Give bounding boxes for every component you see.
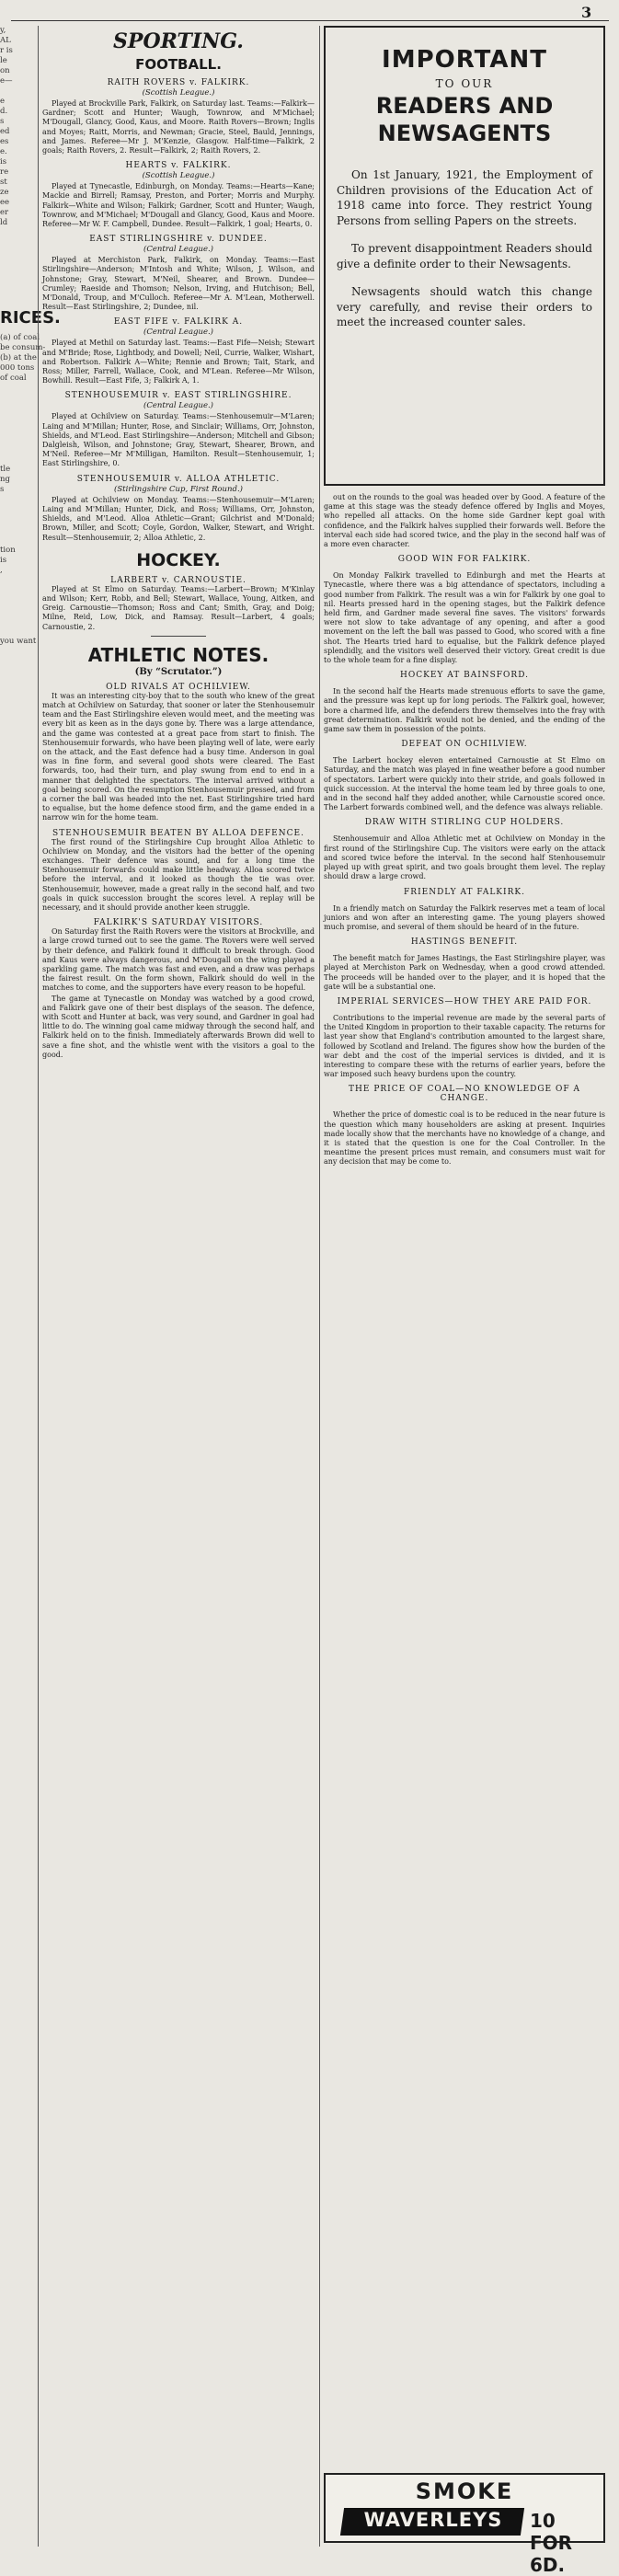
athletic-section-heading: OLD RIVALS AT OCHILVIEW.	[106, 682, 251, 692]
story-body	[324, 493, 605, 549]
notice-paragraph: To prevent disappointment Readers should give a definite order to their Newsagents.	[337, 242, 592, 270]
divider	[151, 636, 206, 637]
partial-column-line	[0, 606, 35, 616]
story-text: Stenhousemuir and Alloa Athletic met at Ochilview on Monday in the first round of the Stirlingshire Cup. The visitors were early on the attack and scored twice before the interval. In the second half Stenhousemuir played up with great spirit, and two goals brought them level. The replay should draw a large crowd.	[324, 834, 605, 881]
partial-column-line	[0, 238, 35, 248]
advert-smoke-text: SMOKE	[415, 2478, 514, 2504]
story-text: On Monday Falkirk travelled to Edinburgh and met the Hearts at Tynecastle, where there was a big attendance of spectators, including a good number from Falkirk. The result was a win for Falkirk by one goal to nil. Hearts pressed hard in the opening stages, but the Falkirk defence held firm, and Gardner made several fine saves. The visitors' forwards were not slow to take advantage of any opening, and after a good movement on the left the ball was passed to Good, who scored with a fine shot. The Hearts tried hard to equalise, but the Falkirk defence played splendidly, and the visitors well deserved their victory. Great credit is due to the whole team for a fine display.	[324, 571, 605, 665]
partial-column-line: le	[0, 56, 7, 65]
sporting-column	[42, 26, 315, 1061]
hockey-match-heading: LARBERT v. CARNOUSTIE.	[110, 575, 246, 585]
partial-column-line: st	[0, 178, 7, 187]
story-heading: HASTINGS BENEFIT.	[410, 937, 519, 948]
story-heading: HOCKEY AT BAINSFORD.	[400, 671, 529, 681]
athletic-section-text: The first round of the Stirlingshire Cup brought Alloa Athletic to Ochilview on Monday, and the visitors had the better of the opening exchanges. Their defence was sound, and for a long time the Stenhousemuir forwards could make little headway. Alloa scored twice before the interval, and it looked as though the tie was over. Stenhousemuir, however, made a great rally in the second half, and two goals in quick succession brought the scores level. A replay will be necessary, and it should provide another keen struggle.	[42, 837, 315, 912]
waverleys-advert	[324, 2473, 605, 2576]
story-body	[324, 1110, 605, 1167]
match-report	[42, 412, 315, 468]
story-body	[324, 756, 605, 812]
partial-column-lines	[0, 26, 35, 299]
match-report-text: Played at Tynecastle, Edinburgh, on Monday. Teams:—Hearts—Kane; Mackie and Birrell; Ramsay, Preston, and Porter; Morris and Murphy. Falkirk—White and Wilson; Falkirk; Gardner, Scott and Hunter; Waugh, Townrow, and M'Michael; M'Dougall and Glancy, Good, Kaus and Moore. Referee—Mr W. F. Campbell, Dundee. Result—Falkirk, 1 goal; Hearts, 0.	[42, 182, 315, 229]
story-text: In a friendly match on Saturday the Falkirk reserves met a team of local juniors and won after an interesting game. The young players showed much promise, and several of them should be heard of in the future.	[324, 903, 605, 931]
match-competition: (Scottish League.)	[142, 88, 215, 98]
partial-column-line	[0, 576, 35, 586]
top-rule	[11, 20, 609, 21]
partial-column-line	[0, 279, 35, 289]
partial-column-line	[0, 394, 35, 404]
notice-heading-important: IMPORTANT	[382, 46, 547, 74]
match-report-text: Played at Ochilview on Saturday. Teams:—Stenhousemuir—M'Laren; Laing and M'Millan; Hunter, Rose, and Sinclair; Williams, Orr, Johnston, Shields, and M'Leod. East Stirlingshire—Anderson; Mitchell and Gibson; Dalgleish, Wilson, and Johnstone; Gray, Stewart, Shearer, Brown, and M'Neil. Referee—Mr M'Milligan, Hamilton. Result—Stenhousemuir, 1; East Stirlingshire, 0.	[42, 412, 315, 468]
story-text: In the second half the Hearts made strenuous efforts to save the game, and the pressure was kept up for long periods. The Falkirk goal, however, bore a charmed life, and the defenders threw themselves into the fray with great determination. Falkirk would not be denied, and the ending of the game saw them in possession of the points.	[324, 687, 605, 734]
partial-column-line: ,	[0, 566, 3, 575]
partial-column-line	[0, 289, 35, 299]
partial-column-line	[0, 454, 35, 465]
newsagents-notice	[324, 26, 605, 486]
story-heading: GOOD WIN FOR FALKIRK.	[397, 555, 532, 565]
match-report-text: Played at Merchiston Park, Falkirk, on Monday. Teams:—East Stirlingshire—Anderson; M'Intosh and White; Wilson, J. Wilson, and Johnstone; Gray, Stewart, M'Neil, Shearer, and Brown. Dundee—Crumley; Raeside and Thomson; Nelson, Irving, and Hutchison; Bell, M'Donald, Troup, and M'Culloch. Referee—Mr A. M'Lean, Motherwell. Result—East Stirlingshire, 2; Dundee, nil.	[42, 256, 315, 312]
partial-column-line: tle	[0, 465, 11, 474]
match-competition: (Central League.)	[143, 245, 213, 255]
hockey-title: HOCKEY.	[136, 549, 221, 570]
story-body	[324, 1014, 605, 1079]
notice-heading-readers: READERS AND	[375, 93, 554, 119]
partial-column-line	[0, 269, 35, 279]
athletic-notes-title: ATHLETIC NOTES.	[87, 643, 269, 666]
partial-column-line: AL	[0, 36, 11, 45]
match-heading: HEARTS v. FALKIRK.	[125, 161, 232, 171]
story-body	[324, 571, 605, 665]
partial-column-line: ed	[0, 127, 10, 136]
story-text: Contributions to the imperial revenue are made by the several parts of the United Kingdom in proportion to their taxable capacity. The returns for last year show that England's contribution amounted to the largest share, followed by Scotland and Ireland. The figures show how the burden of the war debt and the cost of the imperial services is divided, and it is interesting to compare these with the returns of earlier years, before the war imposed such heavy burdens upon the country.	[324, 1013, 605, 1079]
right-column	[324, 26, 605, 1168]
partial-column-line: es	[0, 137, 9, 146]
notice-heading-newsagents: NEWSAGENTS	[377, 121, 552, 146]
partial-column-line: re	[0, 167, 9, 177]
partial-column-line: be consum-	[0, 343, 46, 352]
notice-heading-to-our: TO OUR	[435, 77, 494, 90]
partial-column-line: s	[0, 117, 5, 126]
partial-column-line	[0, 259, 35, 269]
partial-column-line	[0, 525, 35, 535]
story-text: The Larbert hockey eleven entertained Carnoustie at St Elmo on Saturday, and the match was played in fine weather before a good number of spectators. Larbert were quickly into their stride, and goals followed in quick succession. At the interval the home team led by three goals to one, and in the second half they added another, while Carnoustie scored once. The Larbert forwards combined well, and the defence was always reliable.	[324, 756, 605, 812]
advert-brand-name: WAVERLEYS	[363, 2509, 503, 2531]
sporting-title: SPORTING.	[113, 29, 244, 53]
match-report-text: Played at Methil on Saturday last. Teams:—East Fife—Neish; Stewart and M'Bride; Rose, Lightbody, and Dowell; Neil, Currie, Walker, Wishart, and Robertson. Falkirk A—White; Rennie and Brown; Tait, Stark, and Ross; Miller, Farrell, Wallace, Cook, and M'Lean. Referee—Mr Wilson, Bowhill. Result—East Fife, 3; Falkirk A, 1.	[42, 339, 315, 385]
partial-column-line: is	[0, 556, 7, 565]
partial-column-line	[0, 384, 35, 394]
athletic-notes-byline: (By “Scrutator.”)	[134, 666, 223, 677]
football-title: FOOTBALL.	[135, 56, 222, 73]
column-rule-middle	[319, 26, 320, 2547]
partial-column-line: (b) at the	[0, 353, 37, 362]
football-reports	[42, 78, 315, 543]
hockey-match-report: Played at St Elmo on Saturday. Teams:—Larbert—Brown; M'Kinlay and Wilson; Kerr, Robb, and Bell; Stewart, Wallace, Young, Aitken, and Greig. Carnoustie—Thomson; Ross and Cant; Smith, Gray, and Doig; Milne, Reid, Low, Dick, and Ramsay. Result—Larbert, 4 goals; Carnoustie, 2.	[42, 584, 315, 631]
story-body	[324, 834, 605, 881]
match-report	[42, 99, 315, 155]
match-report-text: Played at Brockville Park, Falkirk, on Saturday last. Teams:—Falkirk—Gardner; Scott and Hunter; Waugh, Townrow, and M'Michael; M'Dougall, Glancy, Good, Kaus, and Moore. Raith Rovers—Brown; Inglis and Moyes; Raitt, Morris, and Newman; Gracie, Steel, Bauld, Jennings, and James. Referee—Mr J. M'Kenzie, Glasgow. Half-time—Falkirk, 2 goals; Raith Rovers, 2. Result—Falkirk, 2; Raith Rovers, 2.	[42, 99, 315, 155]
column-rule-left	[38, 26, 39, 2547]
athletic-notes-body	[42, 683, 315, 1060]
story-body	[324, 954, 605, 992]
partial-column-lines-lower	[0, 333, 46, 647]
partial-column-line	[0, 616, 35, 627]
match-report-text: Played at Ochilview on Monday. Teams:—Stenhousemuir—M'Laren; Laing and M'Millan; Hunter, Dick, and Ross; Williams, Orr, Johnston, Shields, and M'Leod. Alloa Athletic—Grant; Gilchrist and M'Donald; Brown, Miller, and Scott; Coyle, Gordon, Walker, Stewart, and Wright. Result—Stenhousemuir, 2; Alloa Athletic, 2.	[42, 495, 315, 542]
partial-column-line: you want	[0, 637, 37, 646]
match-heading: STENHOUSEMUIR v. EAST STIRLINGSHIRE.	[64, 391, 292, 401]
partial-column-heading: RICES.	[0, 308, 61, 328]
partial-column-line	[0, 444, 35, 454]
partial-column-line: d.	[0, 107, 8, 116]
athletic-section-text: The game at Tynecastle on Monday was watched by a good crowd, and Falkirk gave one of their best displays of the season. The defence, with Scott and Hunter at back, was very sound, and Gardner in goal had little to do. The winning goal came midway through the second half, and Falkirk held on to the finish. Immediately afterwards Brown did well to save a fine shot, and the whistle went with the visitors a goal to the good.	[42, 994, 315, 1059]
match-competition: (Stirlingshire Cup, First Round.)	[114, 484, 243, 494]
athletic-section	[42, 692, 315, 823]
partial-column-line: s	[0, 485, 5, 494]
partial-column-line: 000 tons	[0, 363, 35, 373]
story-heading: THE PRICE OF COAL—NO KNOWLEDGE OF A CHANGE.	[349, 1085, 580, 1104]
partial-column-line: tion	[0, 546, 16, 555]
partial-column-line	[0, 86, 35, 97]
match-heading: RAITH ROVERS v. FALKIRK.	[107, 78, 250, 87]
story-text: out on the rounds to the goal was headed over by Good. A feature of the game at this stage was the steady defence offered by Inglis and Moyes, who repelled all attacks. On the home side Gardner kept goal with confidence, and the Falkirk halves supplied their forwards well. Before the interval each side had scored twice, and the play in the second half was of a more even character.	[324, 493, 605, 549]
partial-column-line: ng	[0, 475, 10, 484]
partial-column-line	[0, 515, 35, 525]
partial-column-line	[0, 627, 35, 637]
story-heading: DRAW WITH STIRLING CUP HOLDERS.	[364, 818, 565, 828]
partial-column-line	[0, 424, 35, 434]
partial-column-line	[0, 434, 35, 444]
match-report	[42, 339, 315, 385]
match-heading: EAST STIRLINGSHIRE v. DUNDEE.	[89, 235, 268, 245]
notice-body	[337, 167, 592, 330]
partial-column-line: e.	[0, 147, 7, 156]
notice-paragraph: Newsagents should watch this change very carefully, and revise their orders to meet the increased counter sales.	[337, 285, 592, 328]
match-heading: EAST FIFE v. FALKIRK A.	[113, 317, 244, 328]
match-report	[42, 496, 315, 543]
partial-column-line: ee	[0, 198, 10, 207]
partial-column-line: ld	[0, 218, 8, 227]
advert-price: 10 FOR 6D.	[530, 2510, 573, 2576]
story-text: Whether the price of domestic coal is to be reduced in the near future is the question which many householders are asking at present. Inquiries made locally show that the merchants have no knowledge of a change, and it is stated that the question is one for the Coal Controller. In the meantime the present prices must remain, and consumers must wait for any decision that may be come to.	[324, 1110, 605, 1167]
partial-column-line: of coal	[0, 374, 27, 383]
partial-column-line	[0, 505, 35, 515]
athletic-section	[42, 838, 315, 914]
partial-column-line: on	[0, 66, 10, 75]
partial-column-line: e—	[0, 76, 13, 86]
partial-column-line	[0, 596, 35, 606]
athletic-section	[42, 927, 315, 993]
story-body	[324, 904, 605, 933]
story-heading: DEFEAT ON OCHILVIEW.	[401, 740, 528, 750]
match-competition: (Scottish League.)	[142, 171, 215, 181]
athletic-section	[42, 995, 315, 1060]
partial-column-line: y,	[0, 26, 6, 35]
partial-column-line: ze	[0, 188, 9, 197]
partial-column-line: (a) of coal	[0, 333, 40, 342]
partial-column-line	[0, 586, 35, 596]
partial-column-line: r is	[0, 46, 13, 55]
notice-paragraph: On 1st January, 1921, the Employment of Children provisions of the Education Act of 1918 came into force. They restrict Young Persons from selling Papers on the streets.	[337, 168, 592, 227]
match-competition: (Central League.)	[143, 328, 213, 338]
match-report	[42, 182, 315, 229]
left-partial-column	[0, 26, 61, 2547]
match-competition: (Central League.)	[143, 401, 213, 411]
partial-column-line	[0, 248, 35, 259]
partial-column-line	[0, 228, 35, 238]
athletic-section-text: It was an interesting city-boy that to the south who knew of the great match at Ochilview on Saturday, that sooner or later the Stenhousemuir team and the East Stirlingshire eleven would meet, and the meeting was every bit as keen as in the days gone by. There was a large attendance, and the game was contested at a great pace from start to finish. The Stenhousemuir forwards, who have been playing well of late, were early on the attack, and the East defence had a busy time. Anderson in goal was in fine form, and several good shots were cleared. The East forwards, too, had their turn, and play swung from end to end in a manner that delighted the spectators. The interval arrived without a goal being scored. On the resumption Stenhousemuir pressed, and from a corner the ball was headed into the net. East Stirlingshire tried hard to equalise, but the home defence stood firm, and the game ended in a narrow win for the home team.	[42, 691, 315, 822]
story-body	[324, 687, 605, 734]
partial-column-line	[0, 495, 35, 505]
story-heading: FRIENDLY AT FALKIRK.	[404, 887, 525, 897]
athletic-section-heading: FALKIRK'S SATURDAY VISITORS.	[93, 918, 264, 928]
partial-column-line: is	[0, 157, 7, 167]
partial-column-line	[0, 404, 35, 414]
story-text: The benefit match for James Hastings, the East Stirlingshire player, was played at Merchiston Park on Wednesday, when a good crowd attended. The proceeds will be handed over to the player, and it is hoped that the gate will be a substantial one.	[324, 954, 605, 991]
partial-column-line	[0, 535, 35, 546]
page-number: 3	[581, 4, 592, 21]
partial-column-line	[0, 414, 35, 424]
partial-column-line: e	[0, 97, 6, 106]
athletic-section-heading: STENHOUSEMUIR BEATEN BY ALLOA DEFENCE.	[52, 828, 304, 838]
match-heading: STENHOUSEMUIR v. ALLOA ATHLETIC.	[76, 474, 281, 484]
story-heading: IMPERIAL SERVICES—HOW THEY ARE PAID FOR.	[337, 996, 592, 1006]
right-column-stories	[324, 493, 605, 1167]
partial-column-line: er	[0, 208, 9, 217]
match-report	[42, 256, 315, 312]
athletic-section-text: On Saturday first the Raith Rovers were the visitors at Brockville, and a large crowd turned out to see the game. The Rovers were well served by their defence, and Falkirk found it difficult to break through. Good and Kaus were always dangerous, and M'Dougall on the wing played a sparkling game. The match was fast and even, and a draw was perhaps the fairest result. On the form shown, Falkirk should do well in the matches to come, and the supporters have every reason to be hopeful.	[42, 927, 315, 993]
